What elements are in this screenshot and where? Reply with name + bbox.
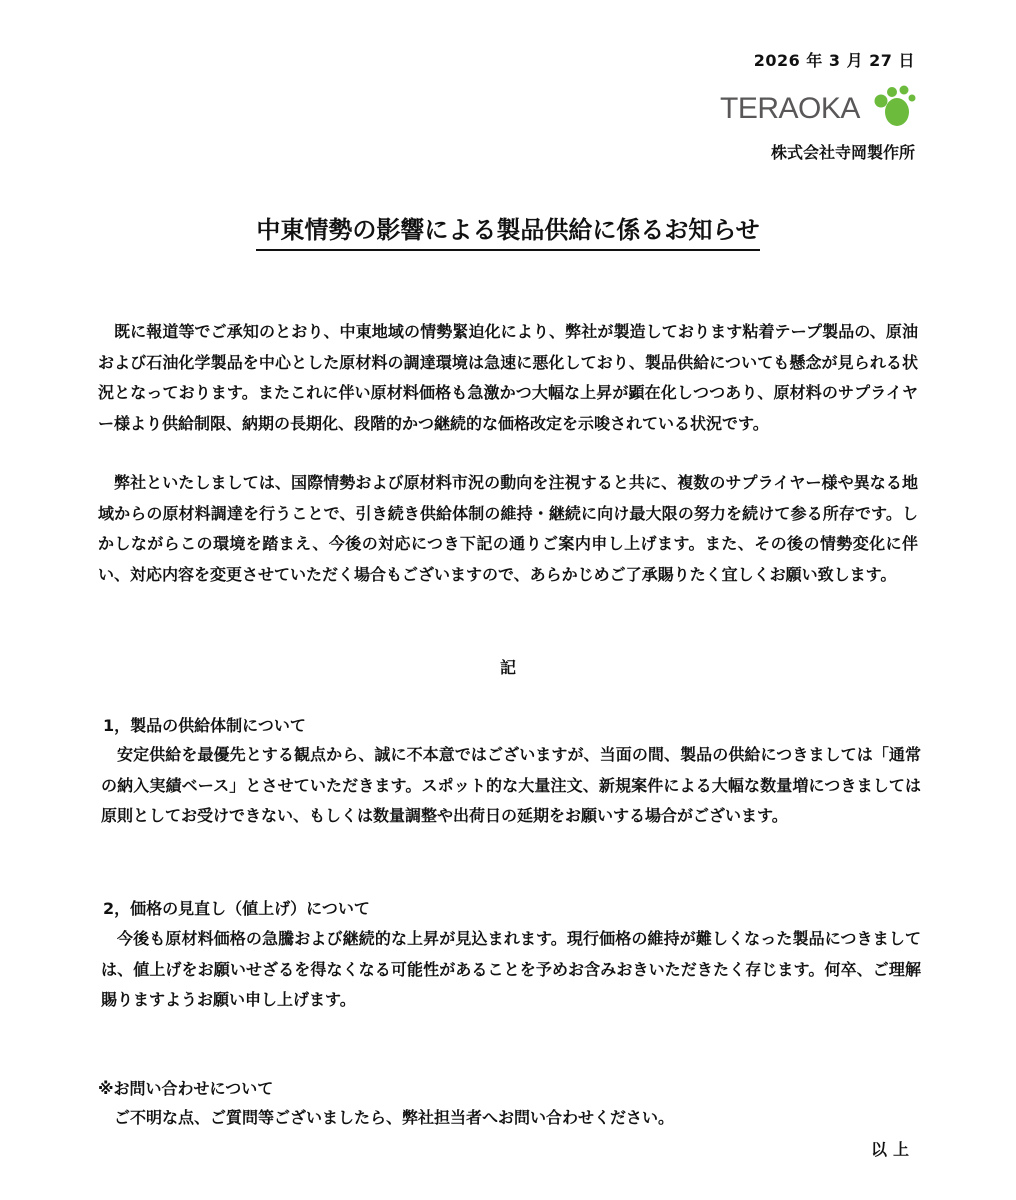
section-1-body: 安定供給を最優先とする観点から、誠に不本意ではございますが、当面の間、製品の供給につきましては「通常の納入実績ベース」とさせていただきます。スポット的な大量注文、新規案件による大幅な数量増につきましては原則としてお受けできない、もしくは数量調整や出荷日の延期をお願いする場合がございます。 [101, 745, 921, 825]
company-name: 株式会社寺岡製作所 [770, 143, 915, 162]
contact-heading: ※お問い合わせについて [98, 1079, 274, 1098]
intro-paragraph-1: 既に報道等でご承知のとおり、中東地域の情勢緊迫化により、弊社が製造しております粘着テープ製品の、原油および石油化学製品を中心とした原材料の調達環境は急速に悪化しており、製品供給についても懸念が見られる状況となっております。またこれに伴い原材料価格も急激かつ大幅な上昇が顕在化しつつあり、原材料のサプライヤー様より供給制限、納期の長期化、段階的かつ継続的な価格改定を示唆されている状況です。 [98, 322, 918, 433]
closing-ijo: 以上 [870, 1140, 915, 1159]
ki-marker: 記 [499, 658, 516, 677]
page-title-text: 中東情勢の影響による製品供給に係るお知らせ [256, 210, 759, 251]
paw-logo-icon [868, 84, 916, 130]
page-title [0, 210, 1016, 251]
section-2-heading: 2，価格の見直し（値上げ）について [103, 899, 370, 918]
section-2-body: 今後も原材料価格の急騰および継続的な上昇が見込まれます。現行価格の維持が難しくなった製品につきましては、値上げをお願いせざるを得なくなる可能性があることを予めお含みおきいただきたく存じます。何卒、ご理解賜りますようお願い申し上げます。 [101, 929, 921, 1009]
contact-body: ご不明な点、ご質問等ございましたら、弊社担当者へお問い合わせください。 [114, 1108, 675, 1127]
teraoka-logo [716, 84, 916, 130]
issue-date: 2026 年 3 月 27 日 [753, 51, 915, 70]
logo-wordmark: TERAOKA [720, 92, 860, 125]
intro-paragraph-2: 弊社といたしましては、国際情勢および原材料市況の動向を注視すると共に、複数のサプライヤー様や異なる地域からの原材料調達を行うことで、引き続き供給体制の維持・継続に向け最大限の努力を続けて参る所存です。しかしながらこの環境を踏まえ、今後の対応につき下記の通りご案内申し上げます。また、その後の情勢変化に伴い、対応内容を変更させていただく場合もございますので、あらかじめご了承賜りたく宜しくお願い致します。 [98, 473, 918, 584]
section-1-heading: 1，製品の供給体制について [103, 716, 306, 735]
